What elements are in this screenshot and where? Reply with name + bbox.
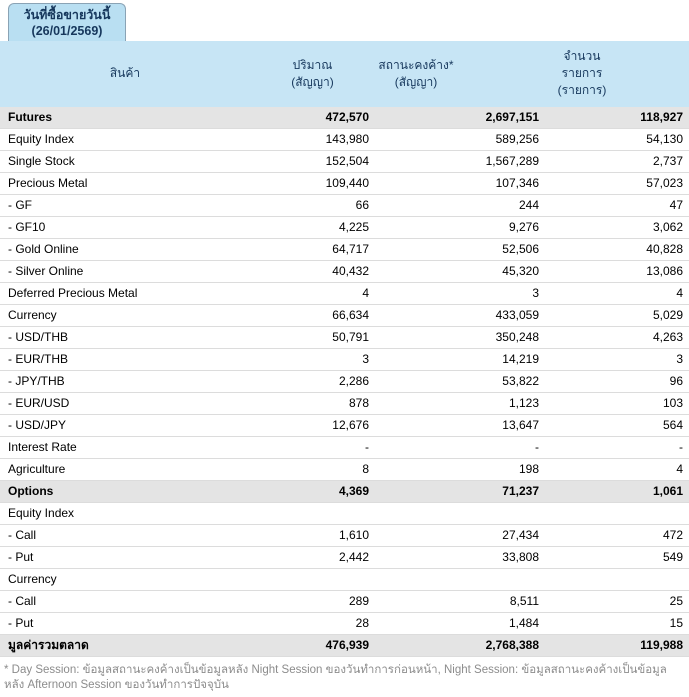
product-cell: - Gold Online [0, 239, 250, 261]
product-cell: - Call [0, 591, 250, 613]
open-interest-cell: 8,511 [375, 591, 545, 613]
open-interest-cell: 9,276 [375, 217, 545, 239]
table-row [0, 195, 689, 217]
volume-cell: 152,504 [250, 151, 375, 173]
product-cell: Precious Metal [0, 173, 250, 195]
deals-cell: 118,927 [545, 107, 689, 129]
table-row [0, 349, 689, 371]
table-row [0, 371, 689, 393]
product-cell: Currency [0, 569, 250, 591]
open-interest-cell: 3 [375, 283, 545, 305]
volume-cell: 2,442 [250, 547, 375, 569]
volume-cell: 2,286 [250, 371, 375, 393]
volume-cell: 109,440 [250, 173, 375, 195]
session-footnote: * Day Session: ข้อมูลสถานะคงค้างเป็นข้อมูลหลัง Night Session ของวันทำการก่อนหน้า, Night Session: ข้อมูลสถานะคงค้างเป็นข้อมูลหลัง Afternoon Session ของวันทำการปัจจุบัน [4, 664, 667, 691]
product-cell: - Silver Online [0, 261, 250, 283]
open-interest-cell: 33,808 [375, 547, 545, 569]
deals-cell: 54,130 [545, 129, 689, 151]
deals-cell: 57,023 [545, 173, 689, 195]
table-row [0, 525, 689, 547]
volume-cell: 4 [250, 283, 375, 305]
volume-cell: 878 [250, 393, 375, 415]
volume-cell: 472,570 [250, 107, 375, 129]
table-row [0, 173, 689, 195]
market-summary-table [0, 41, 689, 657]
column-header-open-interest: สถานะคงค้าง* (สัญญา) [375, 41, 545, 107]
volume-cell: 50,791 [250, 327, 375, 349]
open-interest-cell: 1,567,289 [375, 151, 545, 173]
open-interest-cell: 13,647 [375, 415, 545, 437]
open-interest-cell: 350,248 [375, 327, 545, 349]
deals-cell: 103 [545, 393, 689, 415]
volume-cell [250, 503, 375, 525]
table-row [0, 283, 689, 305]
product-cell: Equity Index [0, 503, 250, 525]
table-row [0, 635, 689, 657]
product-cell: - GF10 [0, 217, 250, 239]
open-interest-cell: 244 [375, 195, 545, 217]
table-row [0, 327, 689, 349]
product-cell: - Put [0, 547, 250, 569]
volume-cell: 476,939 [250, 635, 375, 657]
product-cell: Agriculture [0, 459, 250, 481]
deals-cell: 549 [545, 547, 689, 569]
tab-date: (26/01/2569) [31, 24, 103, 38]
deals-cell: 47 [545, 195, 689, 217]
product-cell: - Call [0, 525, 250, 547]
table-row [0, 151, 689, 173]
table-row [0, 591, 689, 613]
open-interest-cell: 45,320 [375, 261, 545, 283]
volume-cell: 40,432 [250, 261, 375, 283]
product-cell: Currency [0, 305, 250, 327]
deals-cell: 4 [545, 283, 689, 305]
column-header-deals: จำนวนรายการ (รายการ) [545, 41, 689, 107]
product-cell: Options [0, 481, 250, 503]
product-cell: Deferred Precious Metal [0, 283, 250, 305]
open-interest-cell: 1,123 [375, 393, 545, 415]
volume-cell: 289 [250, 591, 375, 613]
product-cell: มูลค่ารวมตลาด [0, 635, 250, 657]
table-body [0, 107, 689, 657]
product-cell: - EUR/USD [0, 393, 250, 415]
deals-cell: 15 [545, 613, 689, 635]
product-cell: - USD/JPY [0, 415, 250, 437]
product-cell: - GF [0, 195, 250, 217]
product-cell: - USD/THB [0, 327, 250, 349]
table-row [0, 261, 689, 283]
table-row [0, 239, 689, 261]
product-cell: Equity Index [0, 129, 250, 151]
deals-cell: 13,086 [545, 261, 689, 283]
product-cell: - JPY/THB [0, 371, 250, 393]
open-interest-cell: 107,346 [375, 173, 545, 195]
product-cell: Interest Rate [0, 437, 250, 459]
open-interest-cell: 589,256 [375, 129, 545, 151]
volume-cell: 66,634 [250, 305, 375, 327]
deals-cell: 3,062 [545, 217, 689, 239]
volume-cell: 143,980 [250, 129, 375, 151]
table-row [0, 129, 689, 151]
column-header-volume: ปริมาณ (สัญญา) [250, 41, 375, 107]
table-row [0, 503, 689, 525]
product-cell: Single Stock [0, 151, 250, 173]
table-row [0, 217, 689, 239]
deals-cell [545, 503, 689, 525]
open-interest-cell: 1,484 [375, 613, 545, 635]
open-interest-cell: 27,434 [375, 525, 545, 547]
table-row [0, 613, 689, 635]
deals-cell: 3 [545, 349, 689, 371]
open-interest-cell: 198 [375, 459, 545, 481]
volume-cell: - [250, 437, 375, 459]
deals-cell: 4,263 [545, 327, 689, 349]
volume-cell: 3 [250, 349, 375, 371]
volume-cell [250, 569, 375, 591]
open-interest-cell [375, 503, 545, 525]
table-header-row [0, 41, 689, 107]
open-interest-cell: 433,059 [375, 305, 545, 327]
deals-cell: - [545, 437, 689, 459]
product-cell: Futures [0, 107, 250, 129]
table-row [0, 569, 689, 591]
volume-cell: 66 [250, 195, 375, 217]
product-cell: - Put [0, 613, 250, 635]
open-interest-cell: 52,506 [375, 239, 545, 261]
volume-cell: 4,369 [250, 481, 375, 503]
deals-cell: 4 [545, 459, 689, 481]
tab-trade-date-today[interactable] [8, 3, 126, 41]
table-row [0, 547, 689, 569]
table-row [0, 415, 689, 437]
volume-cell: 8 [250, 459, 375, 481]
deals-cell: 1,061 [545, 481, 689, 503]
table-row [0, 393, 689, 415]
volume-cell: 1,610 [250, 525, 375, 547]
deals-cell: 40,828 [545, 239, 689, 261]
volume-cell: 12,676 [250, 415, 375, 437]
deals-cell: 5,029 [545, 305, 689, 327]
deals-cell: 96 [545, 371, 689, 393]
tab-title: วันที่ซื้อขายวันนี้ [23, 8, 111, 22]
open-interest-cell: 71,237 [375, 481, 545, 503]
table-row [0, 481, 689, 503]
open-interest-cell: 2,697,151 [375, 107, 545, 129]
deals-cell [545, 569, 689, 591]
table-row [0, 437, 689, 459]
deals-cell: 564 [545, 415, 689, 437]
open-interest-cell: 53,822 [375, 371, 545, 393]
open-interest-cell: 14,219 [375, 349, 545, 371]
table-row [0, 459, 689, 481]
deals-cell: 472 [545, 525, 689, 547]
open-interest-cell: 2,768,388 [375, 635, 545, 657]
deals-cell: 2,737 [545, 151, 689, 173]
volume-cell: 64,717 [250, 239, 375, 261]
column-header-product: สินค้า [0, 41, 250, 107]
table-row [0, 305, 689, 327]
volume-cell: 4,225 [250, 217, 375, 239]
open-interest-cell: - [375, 437, 545, 459]
deals-cell: 25 [545, 591, 689, 613]
deals-cell: 119,988 [545, 635, 689, 657]
product-cell: - EUR/THB [0, 349, 250, 371]
volume-cell: 28 [250, 613, 375, 635]
open-interest-cell [375, 569, 545, 591]
table-row [0, 107, 689, 129]
